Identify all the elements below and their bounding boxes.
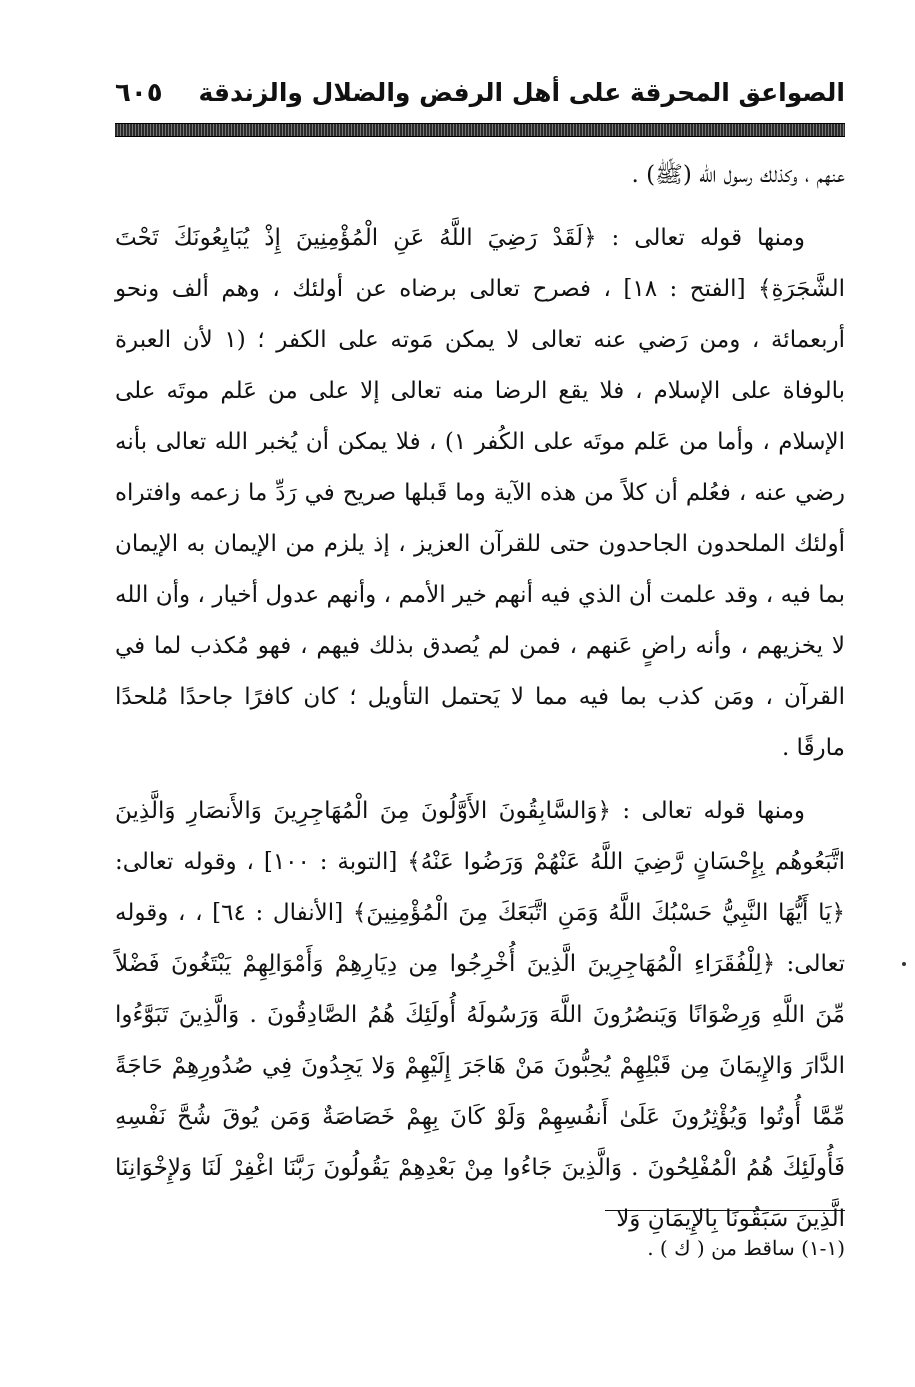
footnote: (١-١) ساقط من ( ك ) . bbox=[647, 1236, 845, 1260]
body-text bbox=[115, 150, 845, 1245]
margin-mark bbox=[902, 962, 906, 966]
line-continuation: عنهم ، وكذلك رسول الله (ﷺ) . bbox=[631, 162, 845, 188]
paragraph-1: ومنها قوله تعالى : ﴿لَقَدْ رَضِيَ اللَّهُ عَنِ الْمُؤْمِنِينَ إِذْ يُبَايِعُونَكَ تَحْتَ الشَّجَرَةِ﴾ [الفتح : ١٨] ، فصرح تعالى برضاه عن أولئك ، وهم ألف ونحو أربعمائة ، ومن رَضي عنه تعالى لا يمكن مَوته على الكفر ؛ (١ لأن العبرة بالوفاة على الإسلام ، فلا يقع الرضا منه تعالى إلا على من عَلم موتَه على الإسلام ، وأما من عَلم موتَه على الكُفر ١) ، فلا يمكن أن يُخبر الله تعالى بأنه رضي عنه ، فعُلم أن كلاً من هذه الآية وما قَبلها صريح في رَدِّ ما زعمه وافتراه أولئك الملحدون الجاحدون حتى للقرآن العزيز ، إذ يلزم من الإيمان به الإيمان بما فيه ، وقد علمت أن الذي فيه أنهم خير الأمم ، وأنهم عدول أخيار ، وأن الله لا يخزيهم ، وأنه راضٍ عَنهم ، فمن لم يُصدق بذلك فيهم ، فهو مُكذب لما في القرآن ، ومَن كذب بما فيه مما لا يَحتمل التأويل ؛ كان كافرًا جاحدًا مُلحدًا مارقًا . bbox=[115, 225, 845, 761]
footnote-divider bbox=[605, 1210, 845, 1211]
paragraph-2: ومنها قوله تعالى : ﴿وَالسَّابِقُونَ الأَوَّلُونَ مِنَ الْمُهَاجِرِينَ وَالأَنصَارِ وَالَّذِينَ اتَّبَعُوهُم بِإِحْسَانٍ رَّضِيَ اللَّهُ عَنْهُمْ وَرَضُوا عَنْهُ﴾ [التوبة : ١٠٠] ، وقوله تعالى: ﴿يَا أَيُّهَا النَّبِيُّ حَسْبُكَ اللَّهُ وَمَنِ اتَّبَعَكَ مِنَ الْمُؤْمِنِينَ﴾ [الأنفال : ٦٤] ، ، وقوله تعالى: ﴿لِلْفُقَرَاءِ الْمُهَاجِرِينَ الَّذِينَ أُخْرِجُوا مِن دِيَارِهِمْ وَأَمْوَالِهِمْ يَبْتَغُونَ فَضْلاً مِّنَ اللَّهِ وَرِضْوَانًا وَيَنصُرُونَ اللَّهَ وَرَسُولَهُ أُولَئِكَ هُمُ الصَّادِقُونَ . وَالَّذِينَ تَبَوَّءُوا الدَّارَ وَالإِيمَانَ مِن قَبْلِهِمْ يُحِبُّونَ مَنْ هَاجَرَ إِلَيْهِمْ وَلا يَجِدُونَ فِي صُدُورِهِمْ حَاجَةً مِّمَّا أُوتُوا وَيُؤْثِرُونَ عَلَىٰ أَنفُسِهِمْ وَلَوْ كَانَ بِهِمْ خَصَاصَةٌ وَمَن يُوقَ شُحَّ نَفْسِهِ فَأُولَئِكَ هُمُ الْمُفْلِحُونَ . وَالَّذِينَ جَاءُوا مِنْ بَعْدِهِمْ يَقُولُونَ رَبَّنَا اغْفِرْ لَنَا وَلإِخْوَانِنَا الَّذِينَ سَبَقُونَا بِالإِيمَانِ وَلا bbox=[115, 798, 845, 1232]
header-rule bbox=[115, 123, 845, 137]
page-number: ٦٠٥ bbox=[115, 78, 163, 108]
page-header bbox=[115, 72, 845, 116]
running-title: الصواعق المحرقة على أهل الرفض والضلال والزندقة bbox=[198, 78, 845, 107]
